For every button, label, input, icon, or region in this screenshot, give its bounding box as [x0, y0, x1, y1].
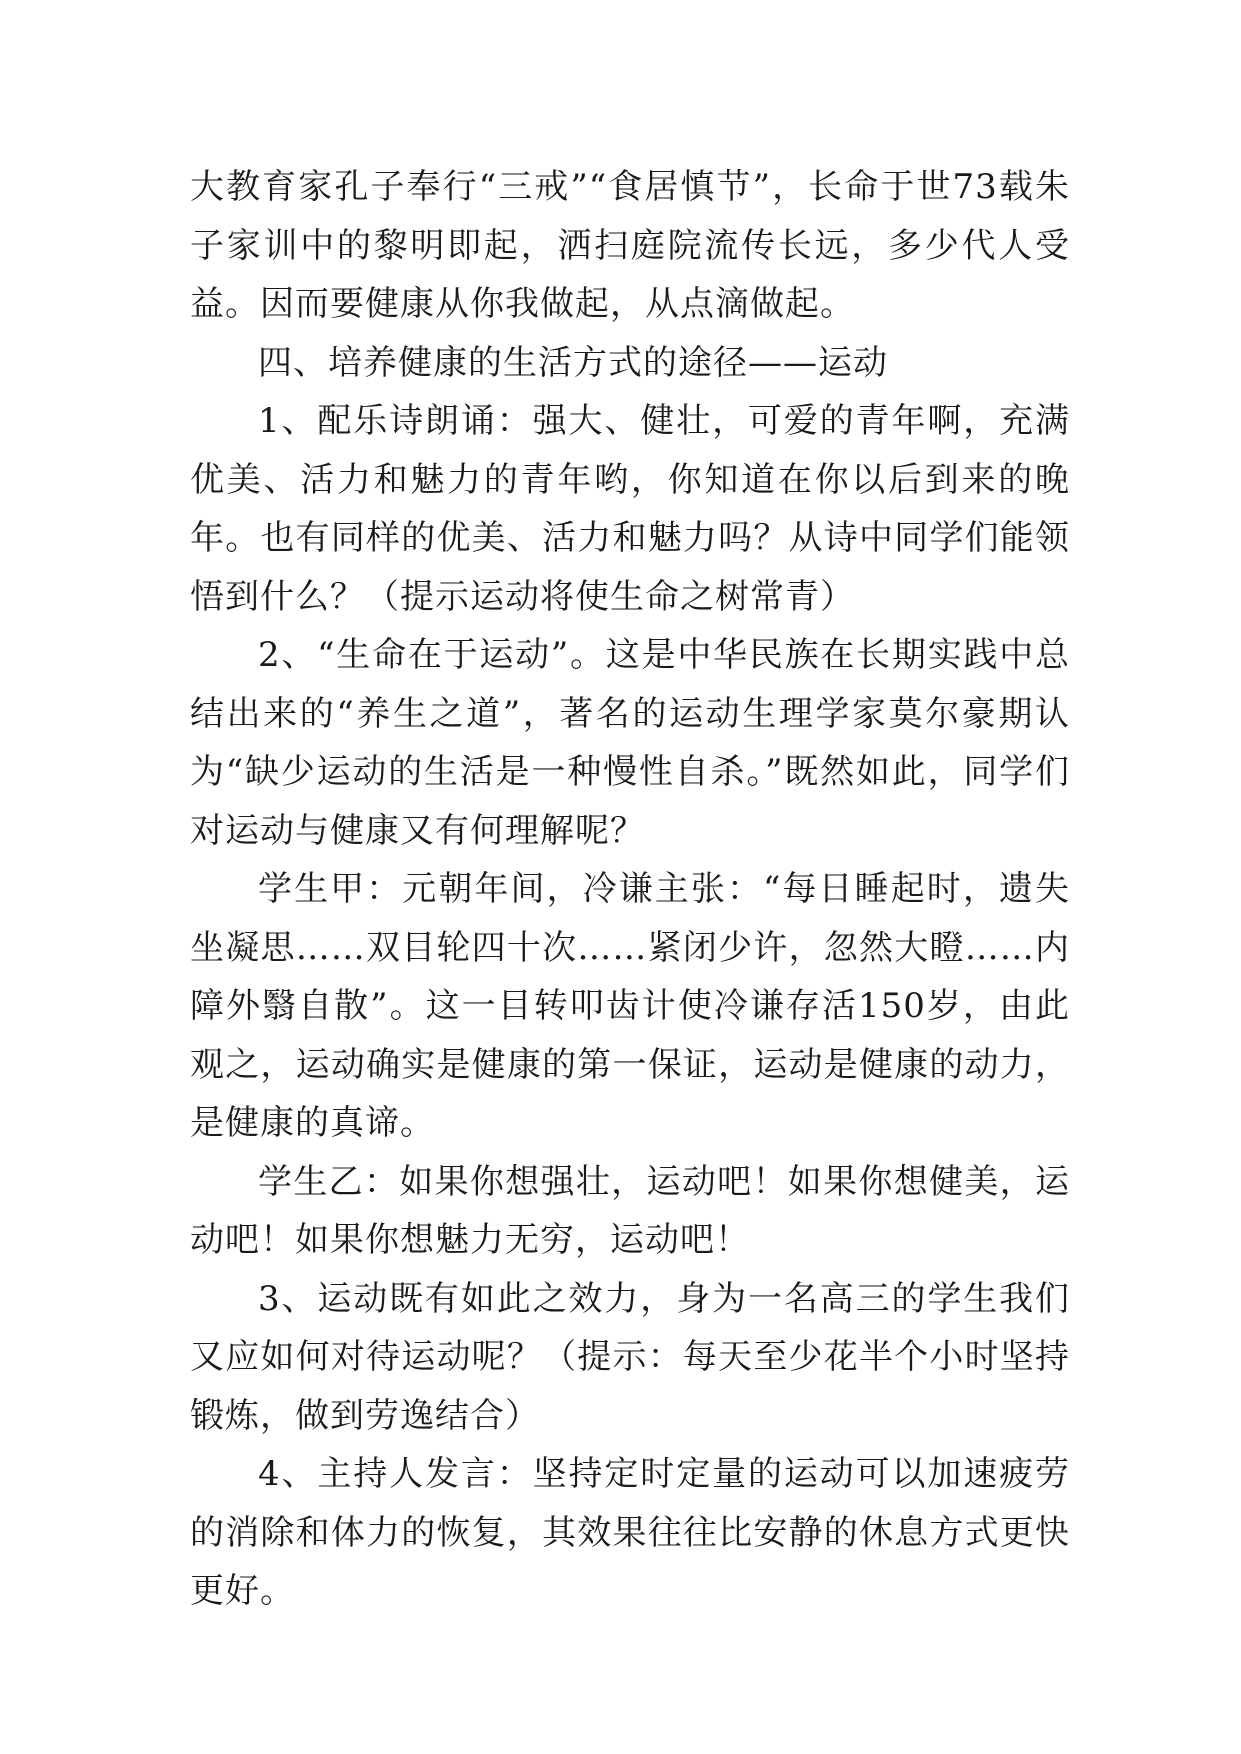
paragraph-student-b: 学生乙：如果你想强壮，运动吧！如果你想健美，运动吧！如果你想魅力无穷，运动吧！	[190, 1161, 1070, 1260]
paragraph-life-in-motion: 2、“生命在于运动”。这是中华民族在长期实践中总结出来的“养生之道”，著名的运动生理学家莫尔豪期认为“缺少运动的生活是一种慢性自杀。”既然如此，同学们对运动与健康又有何理解呢？	[190, 635, 1070, 851]
document-body	[190, 158, 1070, 1621]
paragraph-confucius: 大教育家孔子奉行“三戒”“食居慎节”，长命于世73载朱子家训中的黎明即起，洒扫庭院流传长远，多少代人受益。因而要健康从你我做起，从点滴做起。	[190, 167, 1070, 324]
paragraph-senior-students: 3、运动既有如此之效力，身为一名高三的学生我们又应如何对待运动呢？（提示：每天至少花半个小时坚持锻炼，做到劳逸结合）	[190, 1278, 1070, 1436]
paragraph-host-speech: 4、主持人发言：坚持定时定量的运动可以加速疲劳的消除和体力的恢复，其效果往往比安静的休息方式更快更好。	[190, 1454, 1070, 1611]
section-heading-exercise: 四、培养健康的生活方式的途径——运动	[258, 342, 888, 383]
paragraph-poem-recitation: 1、配乐诗朗诵：强大、健壮，可爱的青年啊，充满优美、活力和魅力的青年哟，你知道在你以后到来的晚年。也有同样的优美、活力和魅力吗？从诗中同学们能领悟到什么？（提示运动将使生命之树常青）	[190, 401, 1070, 617]
paragraph-student-a: 学生甲：元朝年间，冷谦主张：“每日睡起时，遗失坐凝思……双目轮四十次……紧闭少许，忽然大瞪……内障外翳自散”。这一目转叩齿计使冷谦存活150岁，由此观之，运动确实是健康的第一保证，运动是健康的动力，是健康的真谛。	[190, 869, 1070, 1143]
